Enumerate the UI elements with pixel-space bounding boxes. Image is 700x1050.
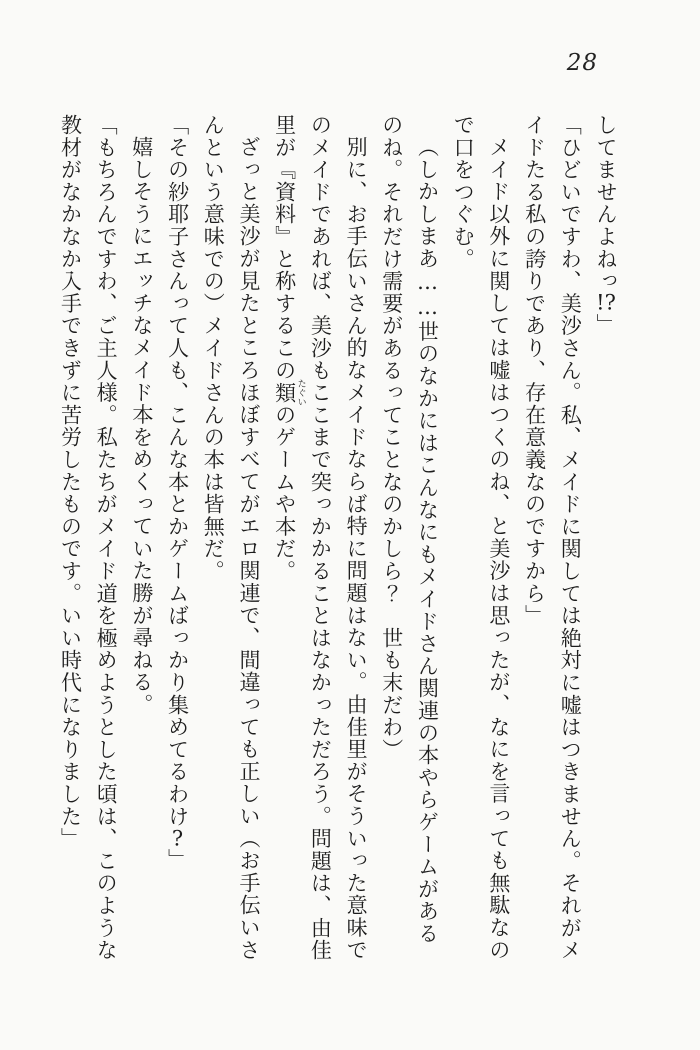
tatechuyoko-text: !? [596, 292, 616, 314]
tatechuyoko-text: ? [171, 827, 184, 849]
paragraph: してませんよねっ!?」 [594, 114, 618, 336]
paragraph: メイド以外に関しては嘘はつくのね、と美沙は思ったが、なにを言っても無駄なので口をつぐむ。 [451, 114, 511, 962]
ruby-annotated-word: 類 たぐい [272, 379, 306, 407]
paragraph: （しかしまあ……世のなかにはこんなにもメイドさん関連の本やらゲームがあるのね。それだけ需要があるってことなのかしら？ 世も末だわ） [379, 114, 440, 945]
text-block [52, 114, 623, 967]
paragraph: ざっと美沙が見たところほぼすべてがエロ関連で、間違っても正しい（お手伝いさんという意味での）メイドさんの本は皆無だ。 [201, 114, 261, 962]
page-number: 28 [566, 50, 598, 76]
paragraph: 「ひどいですわ、美沙さん。私、メイドに関しては絶対に嘘はつきません。それがメイドたる私の誇りであり、存在意義なのですから」 [522, 114, 583, 962]
paragraph: 「もちろんですわ、ご主人様。私たちがメイド道を極めようとした頃は、このような教材がなかなか入手できずに苦労したものです。いい時代になりました」 [58, 114, 119, 962]
paragraph: 嬉しそうにエッチなメイド本をめくっていた勝が尋ねる。 [129, 136, 154, 716]
paragraph: 「その紗耶子さんって人も、こんな本とかゲームばっかり集めてるわけ?」 [165, 114, 190, 871]
paragraph: 別に、お手伝いさん的なメイドならば特に問題はない。由佳里がそういった意味でのメイドであれば、美沙もここまで突っかかることはなかっただろう。問題は、由佳里が『資料』と称するこの類 たぐいのゲームや本だ。 [272, 114, 369, 962]
